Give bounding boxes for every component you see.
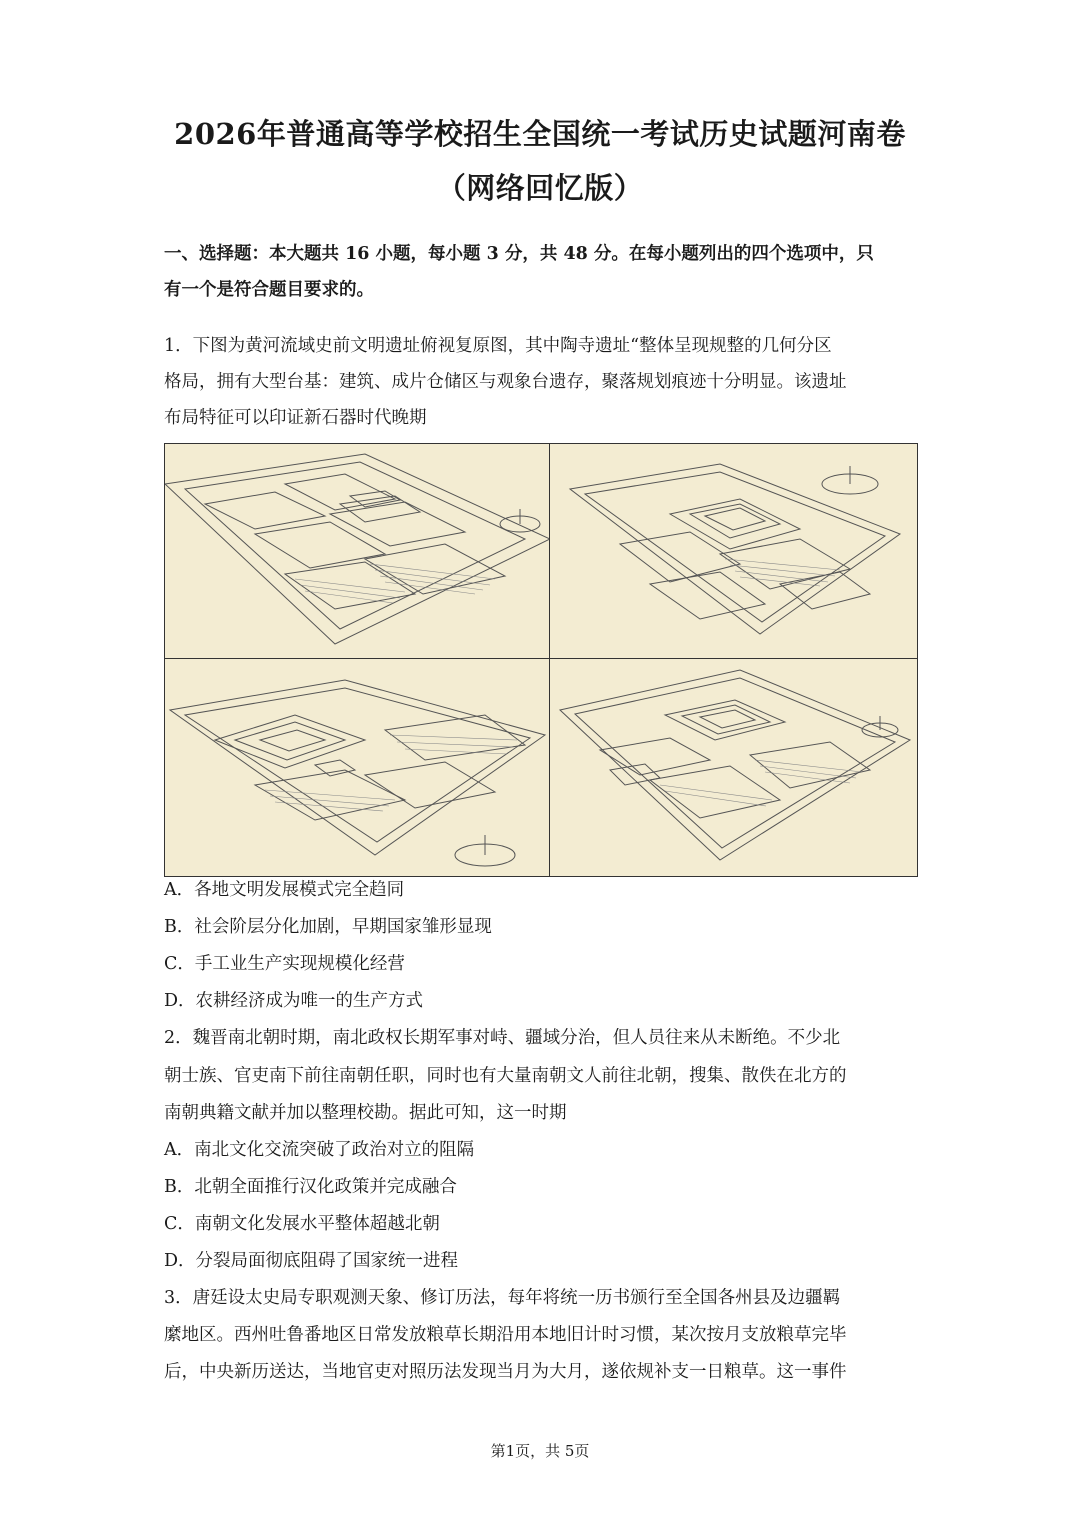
site-plan-panel-4 [550, 660, 917, 875]
q3-stem-line1: 3．唐廷设太史局专职观测天象、修订历法，每年将统一历书颁行至全国各州县及边疆羁 [164, 1288, 841, 1308]
q1-option-d: D．农耕经济成为唯一的生产方式 [164, 991, 424, 1011]
q1-stem-line1: 1．下图为黄河流域史前文明遗址俯视复原图，其中陶寺遗址“整体呈现规整的几何分区 [164, 336, 832, 356]
site-plan-panel-3 [165, 660, 550, 875]
q2-stem-line2: 朝士族、官吏南下前往南朝任职，同时也有大量南朝文人前往北朝，搜集、散佚在北方的 [164, 1066, 847, 1086]
figure-divider-vertical [549, 444, 550, 876]
figure-divider-horizontal [165, 658, 917, 659]
q2-option-d: D．分裂局面彻底阻碍了国家统一进程 [164, 1251, 459, 1271]
q2-stem-line3: 南朝典籍文献并加以整理校勘。据此可知，这一时期 [164, 1103, 567, 1123]
site-reconstruction-figure [164, 443, 918, 877]
page-footer: 第1页，共 5页 [490, 1442, 590, 1460]
exam-title: 2026年普通高等学校招生全国统一考试历史试题河南卷 [174, 117, 906, 151]
q3-stem-line2: 縻地区。西州吐鲁番地区日常发放粮草长期沿用本地旧计时习惯，某次按月支放粮草完毕 [164, 1325, 847, 1345]
site-plan-panel-2 [550, 444, 917, 659]
site-plan-panel-1 [165, 444, 550, 659]
section-heading-line2: 有一个是符合题目要求的。 [164, 280, 374, 300]
q1-option-c: C．手工业生产实现规模化经营 [164, 954, 405, 974]
q3-stem-line3: 后，中央新历送达，当地官吏对照历法发现当月为大月，遂依规补支一日粮草。这一事件 [164, 1362, 847, 1382]
section-heading-line1: 一、选择题：本大题共 16 小题，每小题 3 分，共 48 分。在每小题列出的四个选项中，只 [164, 244, 874, 264]
q1-option-b: B．社会阶层分化加剧，早期国家雏形显现 [164, 917, 492, 937]
q1-option-a: A．各地文明发展模式完全趋同 [164, 880, 405, 900]
q1-stem-line2: 格局，拥有大型台基：建筑、成片仓储区与观象台遗存，聚落规划痕迹十分明显。该遗址 [164, 372, 847, 392]
q2-option-c: C．南朝文化发展水平整体超越北朝 [164, 1214, 440, 1234]
exam-subtitle: （网络回忆版） [436, 171, 644, 205]
q2-stem-line1: 2．魏晋南北朝时期，南北政权长期军事对峙、疆域分治，但人员往来从未断绝。不少北 [164, 1028, 841, 1048]
q1-stem-line3: 布局特征可以印证新石器时代晚期 [164, 408, 427, 428]
q2-option-a: A．南北文化交流突破了政治对立的阻隔 [164, 1140, 475, 1160]
q2-option-b: B．北朝全面推行汉化政策并完成融合 [164, 1177, 457, 1197]
